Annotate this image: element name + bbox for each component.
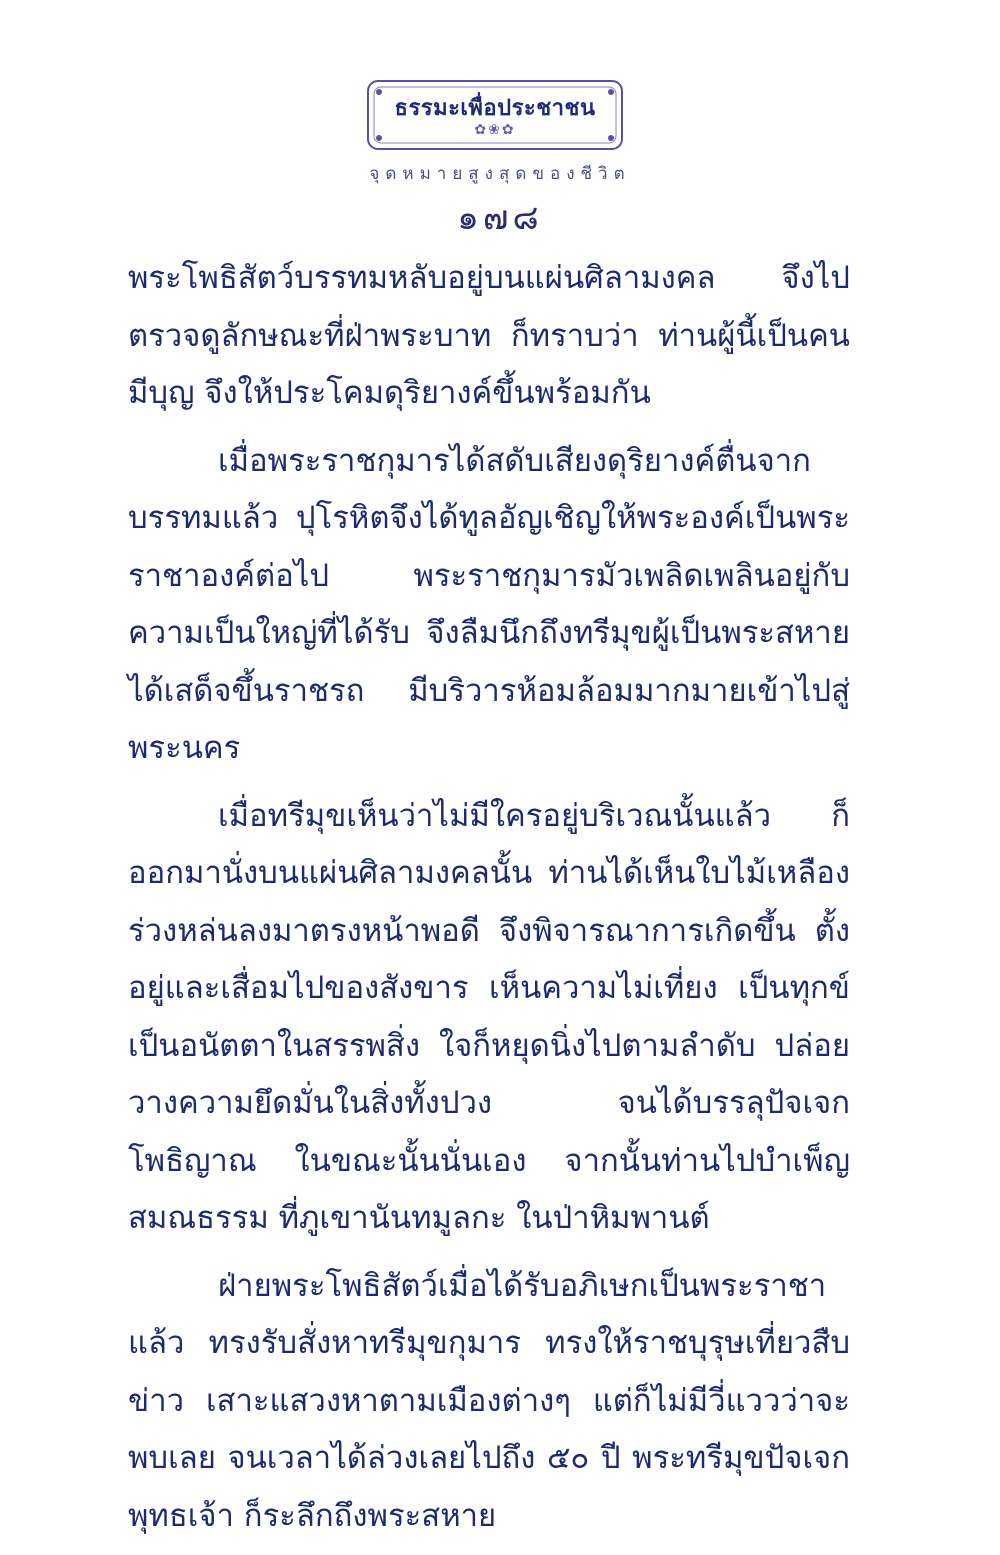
paragraph: เมื่อทรีมุขเห็นว่าไม่มีใครอยู่บริเวณนั้นแล้ว ก็ออกมานั่งบนแผ่นศิลามงคลนั้น ท่านได้เห็นใบไม้เหลืองร่วงหล่นลงมาตรงหน้าพอดี จึงพิจารณาการเกิดขึ้น ตั้งอยู่และเสื่อมไปของสังขาร เห็นความไม่เที่ยง เป็นทุกข์ เป็นอนัตตาในสรรพสิ่ง ใจก็หยุดนิ่งไปตามลำดับ ปล่อยวางความยึดมั่นในสิ่งทั้งปวง จนได้บรรลุปัจเจกโพธิญาณ ในขณะนั้นนั่นเอง จากนั้นท่านไปบำเพ็ญสมณธรรม ที่ภูเขานันทมูลกะ ในป่าหิมพานต์ — [128, 797, 850, 1236]
logo-text: ธรรมะเพื่อประชาชน — [394, 96, 596, 121]
paragraph: ฝ่ายพระโพธิสัตว์เมื่อได้รับอภิเษกเป็นพระราชาแล้ว ทรงรับสั่งหาทรีมุขกุมาร ทรงให้ราชบุรุษเที่ยวสืบข่าว เสาะแสวงหาตามเมืองต่างๆ แต่ก็ไม่มีวี่แววว่าจะพบเลย จนเวลาได้ล่วงเลยไปถึง ๕๐ ปี พระทรีมุขปัจเจกพุทธเจ้า ก็ระลึกถึงพระสหาย — [128, 1267, 850, 1534]
paragraph: พระโพธิสัตว์บรรทมหลับอยู่บนแผ่นศิลามงคล จึงไปตรวจดูลักษณะที่ฝ่าพระบาท ก็ทราบว่า ท่านผู้นี้เป็นคนมีบุญ จึงให้ประโคมดุริยางค์ขึ้นพร้อมกัน — [128, 260, 850, 411]
body-text — [128, 250, 850, 1555]
page-number: ๑๗๘ — [457, 198, 543, 238]
paragraph: เมื่อพระราชกุมารได้สดับเสียงดุริยางค์ตื่นจากบรรทมแล้ว ปุโรหิตจึงได้ทูลอัญเชิญให้พระองค์เป็นพระราชาองค์ต่อไป พระราชกุมารมัวเพลิดเพลินอยู่กับความเป็นใหญ่ที่ได้รับ จึงลืมนึกถึงทรีมุขผู้เป็นพระสหาย ได้เสด็จขึ้นราชรถ มีบริวารห้อมล้อมมากมายเข้าไปสู่พระนคร — [128, 442, 850, 766]
publisher-logo — [365, 78, 625, 152]
running-header-title: จุดหมายสูงสุดของชีวิต — [369, 164, 631, 184]
logo-ornament-icon: ✿❀✿ — [474, 122, 516, 138]
